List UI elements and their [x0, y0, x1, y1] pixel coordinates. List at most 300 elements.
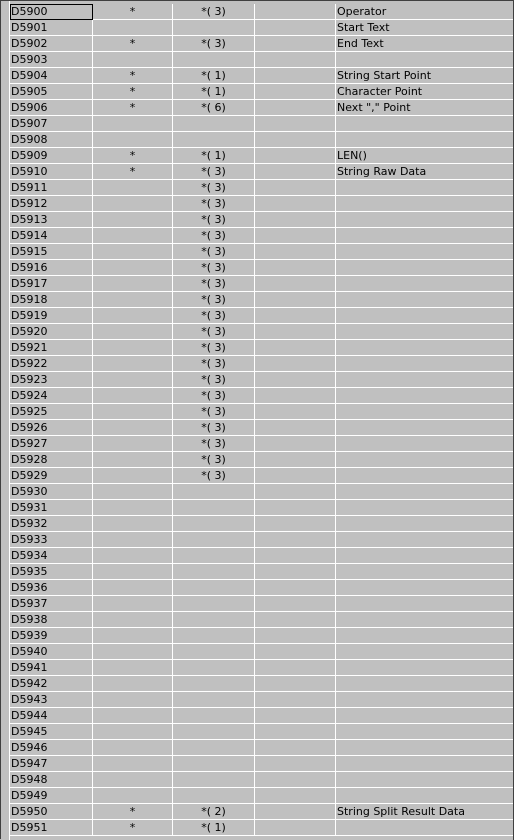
flag-cell[interactable]: [93, 724, 173, 740]
table-row[interactable]: [10, 804, 514, 820]
device-cell[interactable]: D5941: [10, 660, 93, 676]
table-row[interactable]: [10, 788, 514, 804]
device-cell[interactable]: D5908: [10, 132, 93, 148]
device-cell[interactable]: D5936: [10, 580, 93, 596]
table-row[interactable]: [10, 196, 514, 212]
extra-cell[interactable]: [255, 580, 336, 596]
size-cell[interactable]: [173, 612, 255, 628]
device-cell[interactable]: D5901: [10, 20, 93, 36]
size-cell[interactable]: *( 1): [173, 148, 255, 164]
table-row[interactable]: [10, 212, 514, 228]
device-cell[interactable]: D5949: [10, 788, 93, 804]
flag-cell[interactable]: [93, 340, 173, 356]
comment-cell[interactable]: [336, 484, 514, 500]
comment-cell[interactable]: [336, 548, 514, 564]
flag-cell[interactable]: [93, 116, 173, 132]
comment-cell[interactable]: [336, 292, 514, 308]
device-cell[interactable]: D5948: [10, 772, 93, 788]
table-row[interactable]: [10, 228, 514, 244]
comment-cell[interactable]: [336, 388, 514, 404]
device-cell[interactable]: D5946: [10, 740, 93, 756]
flag-cell[interactable]: [93, 420, 173, 436]
table-row[interactable]: [10, 4, 514, 20]
comment-cell[interactable]: [336, 196, 514, 212]
size-cell[interactable]: *( 3): [173, 276, 255, 292]
flag-cell[interactable]: [93, 500, 173, 516]
size-cell[interactable]: *( 3): [173, 244, 255, 260]
table-row[interactable]: [10, 404, 514, 420]
size-cell[interactable]: *( 3): [173, 212, 255, 228]
device-cell[interactable]: D5912: [10, 196, 93, 212]
extra-cell[interactable]: [255, 692, 336, 708]
device-cell[interactable]: D5920: [10, 324, 93, 340]
size-cell[interactable]: *( 3): [173, 308, 255, 324]
flag-cell[interactable]: [93, 516, 173, 532]
flag-cell[interactable]: [93, 484, 173, 500]
size-cell[interactable]: *( 1): [173, 820, 255, 836]
size-cell[interactable]: *( 3): [173, 164, 255, 180]
device-cell[interactable]: D5928: [10, 452, 93, 468]
comment-cell[interactable]: [336, 260, 514, 276]
extra-cell[interactable]: [255, 148, 336, 164]
size-cell[interactable]: *( 3): [173, 404, 255, 420]
comment-cell[interactable]: [336, 340, 514, 356]
flag-cell[interactable]: [93, 52, 173, 68]
size-cell[interactable]: [173, 564, 255, 580]
table-row[interactable]: [10, 772, 514, 788]
flag-cell[interactable]: *: [93, 148, 173, 164]
device-cell[interactable]: D5906: [10, 100, 93, 116]
comment-cell[interactable]: [336, 644, 514, 660]
size-cell[interactable]: [173, 628, 255, 644]
flag-cell[interactable]: *: [93, 84, 173, 100]
flag-cell[interactable]: [93, 324, 173, 340]
device-cell[interactable]: D5903: [10, 52, 93, 68]
extra-cell[interactable]: [255, 740, 336, 756]
device-cell[interactable]: D5914: [10, 228, 93, 244]
extra-cell[interactable]: [255, 452, 336, 468]
table-row[interactable]: [10, 660, 514, 676]
device-cell[interactable]: D5932: [10, 516, 93, 532]
device-cell[interactable]: D5911: [10, 180, 93, 196]
table-row[interactable]: [10, 132, 514, 148]
extra-cell[interactable]: [255, 820, 336, 836]
size-cell[interactable]: *( 3): [173, 340, 255, 356]
comment-cell[interactable]: Operator: [336, 4, 514, 20]
flag-cell[interactable]: [93, 292, 173, 308]
size-cell[interactable]: [173, 484, 255, 500]
flag-cell[interactable]: [93, 356, 173, 372]
device-cell[interactable]: D5935: [10, 564, 93, 580]
extra-cell[interactable]: [255, 660, 336, 676]
size-cell[interactable]: [173, 676, 255, 692]
device-cell[interactable]: D5940: [10, 644, 93, 660]
extra-cell[interactable]: [255, 244, 336, 260]
comment-cell[interactable]: [336, 468, 514, 484]
size-cell[interactable]: [173, 580, 255, 596]
device-cell[interactable]: D5917: [10, 276, 93, 292]
comment-cell[interactable]: [336, 580, 514, 596]
flag-cell[interactable]: [93, 612, 173, 628]
table-row[interactable]: [10, 148, 514, 164]
table-row[interactable]: [10, 372, 514, 388]
device-cell[interactable]: D5945: [10, 724, 93, 740]
flag-cell[interactable]: [93, 532, 173, 548]
device-cell[interactable]: D5950: [10, 804, 93, 820]
comment-cell[interactable]: [336, 516, 514, 532]
size-cell[interactable]: *( 3): [173, 388, 255, 404]
comment-cell[interactable]: [336, 772, 514, 788]
flag-cell[interactable]: *: [93, 68, 173, 84]
comment-cell[interactable]: [336, 132, 514, 148]
flag-cell[interactable]: *: [93, 804, 173, 820]
size-cell[interactable]: *( 3): [173, 180, 255, 196]
extra-cell[interactable]: [255, 564, 336, 580]
size-cell[interactable]: [173, 52, 255, 68]
comment-cell[interactable]: [336, 612, 514, 628]
comment-cell[interactable]: [336, 756, 514, 772]
flag-cell[interactable]: [93, 628, 173, 644]
table-row[interactable]: [10, 820, 514, 836]
table-row[interactable]: [10, 68, 514, 84]
extra-cell[interactable]: [255, 340, 336, 356]
flag-cell[interactable]: [93, 404, 173, 420]
device-cell[interactable]: D5909: [10, 148, 93, 164]
size-cell[interactable]: *( 3): [173, 468, 255, 484]
size-cell[interactable]: [173, 532, 255, 548]
extra-cell[interactable]: [255, 468, 336, 484]
table-row[interactable]: [10, 612, 514, 628]
size-cell[interactable]: *( 1): [173, 68, 255, 84]
table-row[interactable]: [10, 500, 514, 516]
size-cell[interactable]: *( 3): [173, 4, 255, 20]
comment-cell[interactable]: String Raw Data: [336, 164, 514, 180]
device-cell[interactable]: D5947: [10, 756, 93, 772]
comment-cell[interactable]: LEN(): [336, 148, 514, 164]
size-cell[interactable]: *( 3): [173, 228, 255, 244]
device-cell[interactable]: D5919: [10, 308, 93, 324]
comment-cell[interactable]: [336, 212, 514, 228]
device-cell[interactable]: D5913: [10, 212, 93, 228]
extra-cell[interactable]: [255, 756, 336, 772]
flag-cell[interactable]: [93, 372, 173, 388]
table-row[interactable]: [10, 164, 514, 180]
device-cell[interactable]: D5931: [10, 500, 93, 516]
size-cell[interactable]: [173, 660, 255, 676]
size-cell[interactable]: *( 3): [173, 292, 255, 308]
extra-cell[interactable]: [255, 196, 336, 212]
comment-cell[interactable]: [336, 724, 514, 740]
size-cell[interactable]: [173, 788, 255, 804]
comment-cell[interactable]: [336, 404, 514, 420]
size-cell[interactable]: [173, 644, 255, 660]
table-row[interactable]: [10, 276, 514, 292]
device-cell[interactable]: D5904: [10, 68, 93, 84]
comment-cell[interactable]: [336, 500, 514, 516]
device-cell[interactable]: D5923: [10, 372, 93, 388]
flag-cell[interactable]: *: [93, 36, 173, 52]
extra-cell[interactable]: [255, 100, 336, 116]
device-cell[interactable]: D5938: [10, 612, 93, 628]
comment-cell[interactable]: Next "," Point: [336, 100, 514, 116]
table-row[interactable]: [10, 580, 514, 596]
table-row[interactable]: [10, 756, 514, 772]
flag-cell[interactable]: [93, 788, 173, 804]
size-cell[interactable]: *( 3): [173, 372, 255, 388]
extra-cell[interactable]: [255, 372, 336, 388]
table-row[interactable]: [10, 740, 514, 756]
flag-cell[interactable]: [93, 644, 173, 660]
comment-cell[interactable]: [336, 356, 514, 372]
flag-cell[interactable]: [93, 132, 173, 148]
size-cell[interactable]: *( 1): [173, 84, 255, 100]
extra-cell[interactable]: [255, 436, 336, 452]
comment-cell[interactable]: String Split Result Data: [336, 804, 514, 820]
comment-cell[interactable]: [336, 692, 514, 708]
extra-cell[interactable]: [255, 68, 336, 84]
table-row[interactable]: [10, 84, 514, 100]
table-row[interactable]: [10, 100, 514, 116]
flag-cell[interactable]: [93, 580, 173, 596]
flag-cell[interactable]: [93, 596, 173, 612]
flag-cell[interactable]: [93, 660, 173, 676]
extra-cell[interactable]: [255, 772, 336, 788]
device-cell[interactable]: D5934: [10, 548, 93, 564]
flag-cell[interactable]: [93, 308, 173, 324]
size-cell[interactable]: [173, 116, 255, 132]
device-cell[interactable]: D5905: [10, 84, 93, 100]
flag-cell[interactable]: [93, 260, 173, 276]
comment-cell[interactable]: [336, 324, 514, 340]
device-cell[interactable]: D5910: [10, 164, 93, 180]
device-cell[interactable]: D5907: [10, 116, 93, 132]
device-cell[interactable]: D5925: [10, 404, 93, 420]
extra-cell[interactable]: [255, 596, 336, 612]
comment-cell[interactable]: [336, 228, 514, 244]
size-cell[interactable]: *( 3): [173, 436, 255, 452]
extra-cell[interactable]: [255, 20, 336, 36]
extra-cell[interactable]: [255, 388, 336, 404]
extra-cell[interactable]: [255, 292, 336, 308]
device-cell[interactable]: D5926: [10, 420, 93, 436]
device-cell[interactable]: D5942: [10, 676, 93, 692]
device-cell[interactable]: D5902: [10, 36, 93, 52]
extra-cell[interactable]: [255, 548, 336, 564]
table-row[interactable]: [10, 116, 514, 132]
size-cell[interactable]: *( 3): [173, 36, 255, 52]
device-cell[interactable]: D5951: [10, 820, 93, 836]
comment-cell[interactable]: [336, 244, 514, 260]
table-row[interactable]: [10, 292, 514, 308]
flag-cell[interactable]: [93, 772, 173, 788]
comment-cell[interactable]: [336, 180, 514, 196]
device-cell[interactable]: D5900: [10, 4, 93, 20]
table-row[interactable]: [10, 484, 514, 500]
extra-cell[interactable]: [255, 324, 336, 340]
flag-cell[interactable]: [93, 740, 173, 756]
extra-cell[interactable]: [255, 308, 336, 324]
extra-cell[interactable]: [255, 404, 336, 420]
comment-cell[interactable]: [336, 276, 514, 292]
size-cell[interactable]: [173, 708, 255, 724]
table-row[interactable]: [10, 388, 514, 404]
extra-cell[interactable]: [255, 420, 336, 436]
comment-cell[interactable]: [336, 820, 514, 836]
table-row[interactable]: [10, 532, 514, 548]
size-cell[interactable]: *( 2): [173, 804, 255, 820]
flag-cell[interactable]: [93, 436, 173, 452]
size-cell[interactable]: *( 6): [173, 100, 255, 116]
table-row[interactable]: [10, 356, 514, 372]
comment-cell[interactable]: [336, 708, 514, 724]
flag-cell[interactable]: [93, 692, 173, 708]
comment-cell[interactable]: [336, 52, 514, 68]
table-row[interactable]: [10, 596, 514, 612]
extra-cell[interactable]: [255, 724, 336, 740]
size-cell[interactable]: *( 3): [173, 356, 255, 372]
comment-cell[interactable]: [336, 372, 514, 388]
extra-cell[interactable]: [255, 260, 336, 276]
device-cell[interactable]: D5944: [10, 708, 93, 724]
extra-cell[interactable]: [255, 132, 336, 148]
extra-cell[interactable]: [255, 116, 336, 132]
table-row[interactable]: [10, 692, 514, 708]
size-cell[interactable]: [173, 692, 255, 708]
extra-cell[interactable]: [255, 484, 336, 500]
extra-cell[interactable]: [255, 676, 336, 692]
size-cell[interactable]: *( 3): [173, 452, 255, 468]
comment-cell[interactable]: End Text: [336, 36, 514, 52]
size-cell[interactable]: [173, 132, 255, 148]
comment-cell[interactable]: [336, 564, 514, 580]
extra-cell[interactable]: [255, 516, 336, 532]
device-cell[interactable]: D5927: [10, 436, 93, 452]
comment-cell[interactable]: [336, 452, 514, 468]
extra-cell[interactable]: [255, 804, 336, 820]
table-row[interactable]: [10, 708, 514, 724]
size-cell[interactable]: *( 3): [173, 260, 255, 276]
comment-cell[interactable]: [336, 628, 514, 644]
device-cell[interactable]: D5918: [10, 292, 93, 308]
extra-cell[interactable]: [255, 36, 336, 52]
size-cell[interactable]: *( 3): [173, 324, 255, 340]
flag-cell[interactable]: [93, 228, 173, 244]
device-cell[interactable]: D5929: [10, 468, 93, 484]
comment-cell[interactable]: [336, 788, 514, 804]
extra-cell[interactable]: [255, 612, 336, 628]
size-cell[interactable]: [173, 596, 255, 612]
extra-cell[interactable]: [255, 4, 336, 20]
comment-cell[interactable]: [336, 420, 514, 436]
flag-cell[interactable]: [93, 276, 173, 292]
extra-cell[interactable]: [255, 644, 336, 660]
extra-cell[interactable]: [255, 788, 336, 804]
device-cell[interactable]: D5933: [10, 532, 93, 548]
table-row[interactable]: [10, 516, 514, 532]
device-cell[interactable]: D5922: [10, 356, 93, 372]
table-row[interactable]: [10, 244, 514, 260]
size-cell[interactable]: [173, 516, 255, 532]
flag-cell[interactable]: [93, 20, 173, 36]
table-row[interactable]: [10, 20, 514, 36]
device-cell[interactable]: D5916: [10, 260, 93, 276]
extra-cell[interactable]: [255, 532, 336, 548]
device-cell[interactable]: D5939: [10, 628, 93, 644]
comment-cell[interactable]: [336, 308, 514, 324]
flag-cell[interactable]: [93, 212, 173, 228]
flag-cell[interactable]: *: [93, 164, 173, 180]
table-row[interactable]: [10, 452, 514, 468]
flag-cell[interactable]: [93, 180, 173, 196]
device-cell[interactable]: D5943: [10, 692, 93, 708]
table-row[interactable]: [10, 724, 514, 740]
comment-cell[interactable]: Start Text: [336, 20, 514, 36]
table-row[interactable]: [10, 340, 514, 356]
size-cell[interactable]: [173, 756, 255, 772]
flag-cell[interactable]: [93, 196, 173, 212]
size-cell[interactable]: [173, 740, 255, 756]
flag-cell[interactable]: [93, 388, 173, 404]
comment-cell[interactable]: [336, 116, 514, 132]
table-row[interactable]: [10, 564, 514, 580]
device-cell[interactable]: D5930: [10, 484, 93, 500]
flag-cell[interactable]: [93, 676, 173, 692]
table-row[interactable]: [10, 180, 514, 196]
comment-cell[interactable]: [336, 660, 514, 676]
size-cell[interactable]: [173, 548, 255, 564]
table-row[interactable]: [10, 628, 514, 644]
flag-cell[interactable]: [93, 468, 173, 484]
table-row[interactable]: [10, 548, 514, 564]
comment-cell[interactable]: String Start Point: [336, 68, 514, 84]
flag-cell[interactable]: [93, 548, 173, 564]
table-row[interactable]: [10, 468, 514, 484]
device-cell[interactable]: D5921: [10, 340, 93, 356]
extra-cell[interactable]: [255, 708, 336, 724]
extra-cell[interactable]: [255, 628, 336, 644]
extra-cell[interactable]: [255, 84, 336, 100]
size-cell[interactable]: [173, 772, 255, 788]
flag-cell[interactable]: [93, 708, 173, 724]
table-row[interactable]: [10, 308, 514, 324]
extra-cell[interactable]: [255, 500, 336, 516]
comment-cell[interactable]: [336, 532, 514, 548]
device-cell[interactable]: D5915: [10, 244, 93, 260]
comment-cell[interactable]: [336, 436, 514, 452]
table-row[interactable]: [10, 420, 514, 436]
flag-cell[interactable]: [93, 756, 173, 772]
comment-cell[interactable]: [336, 596, 514, 612]
flag-cell[interactable]: *: [93, 820, 173, 836]
flag-cell[interactable]: *: [93, 100, 173, 116]
size-cell[interactable]: [173, 20, 255, 36]
extra-cell[interactable]: [255, 356, 336, 372]
extra-cell[interactable]: [255, 180, 336, 196]
table-row[interactable]: [10, 260, 514, 276]
table-row[interactable]: [10, 436, 514, 452]
flag-cell[interactable]: [93, 244, 173, 260]
comment-cell[interactable]: [336, 740, 514, 756]
size-cell[interactable]: *( 3): [173, 196, 255, 212]
flag-cell[interactable]: [93, 564, 173, 580]
table-row[interactable]: [10, 676, 514, 692]
extra-cell[interactable]: [255, 228, 336, 244]
extra-cell[interactable]: [255, 276, 336, 292]
table-row[interactable]: [10, 52, 514, 68]
device-cell[interactable]: D5924: [10, 388, 93, 404]
table-row[interactable]: [10, 36, 514, 52]
comment-cell[interactable]: Character Point: [336, 84, 514, 100]
